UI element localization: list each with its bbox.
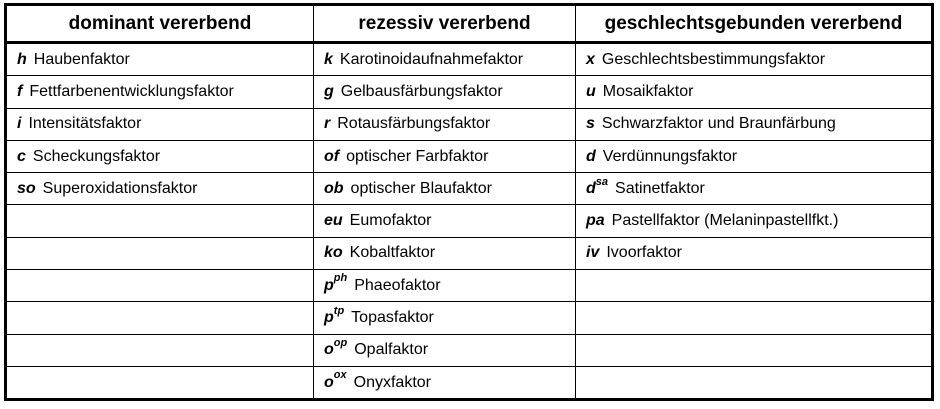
factor-label: optischer Farbfaktor bbox=[346, 147, 489, 165]
factor-symbol-base: so bbox=[17, 179, 36, 197]
factor-label: Schwarzfaktor und Braunfärbung bbox=[601, 115, 836, 133]
cell-sex-linked bbox=[576, 366, 933, 399]
factor-symbol-base: p bbox=[324, 276, 334, 294]
factor-symbol-base: ob bbox=[324, 179, 344, 197]
factor-label: Ivoorfaktor bbox=[606, 244, 682, 262]
factor-label: Gelbausfärbungsfaktor bbox=[340, 82, 503, 100]
factor-symbol bbox=[17, 115, 21, 132]
factor-symbol bbox=[586, 115, 595, 132]
factor-label: Intensitätsfaktor bbox=[28, 115, 142, 133]
factor-symbol bbox=[324, 148, 339, 165]
factor-symbol-base: s bbox=[586, 115, 595, 133]
factor-symbol-base: f bbox=[17, 82, 23, 100]
cell-dominant bbox=[6, 270, 314, 302]
cell-dominant bbox=[6, 302, 314, 334]
table-row bbox=[6, 334, 933, 366]
inheritance-factor-table bbox=[4, 3, 934, 401]
factor-symbol-base: iv bbox=[586, 244, 600, 262]
cell-recessive bbox=[314, 43, 576, 76]
cell-dominant bbox=[6, 334, 314, 366]
factor-symbol-base: h bbox=[17, 50, 27, 68]
factor-label: Eumofaktor bbox=[349, 212, 432, 230]
factor-symbol-base: r bbox=[324, 115, 331, 133]
factor-symbol bbox=[324, 369, 347, 391]
cell-dominant bbox=[6, 108, 314, 140]
table-row bbox=[6, 173, 933, 205]
factor-label: Superoxidationsfaktor bbox=[42, 179, 198, 197]
table-row bbox=[6, 76, 933, 108]
factor-symbol-superscript: ox bbox=[333, 369, 347, 382]
factor-symbol-base: eu bbox=[324, 212, 343, 230]
cell-dominant bbox=[6, 366, 314, 399]
cell-sex-linked bbox=[576, 270, 933, 302]
header-dominant: dominant vererbend bbox=[6, 5, 314, 43]
table-row bbox=[6, 237, 933, 269]
table-row bbox=[6, 43, 933, 76]
factor-label: Opalfaktor bbox=[354, 341, 429, 359]
factor-symbol bbox=[324, 336, 348, 359]
factor-symbol bbox=[324, 180, 344, 197]
factor-symbol-base: o bbox=[324, 341, 334, 359]
cell-recessive bbox=[314, 76, 576, 108]
cell-sex-linked bbox=[576, 205, 933, 237]
factor-label: Fettfarbenentwicklungsfaktor bbox=[29, 82, 234, 100]
factor-symbol bbox=[17, 148, 26, 165]
factor-symbol-superscript: sa bbox=[595, 175, 609, 188]
factor-symbol bbox=[324, 304, 345, 327]
factor-symbol bbox=[586, 244, 599, 261]
factor-symbol-superscript: tp bbox=[333, 304, 345, 317]
factor-symbol bbox=[586, 175, 609, 197]
cell-dominant bbox=[6, 140, 314, 172]
cell-recessive bbox=[314, 366, 576, 399]
factor-symbol bbox=[324, 244, 343, 261]
factor-symbol bbox=[324, 212, 343, 229]
factor-symbol-base: i bbox=[17, 115, 22, 133]
factor-symbol-base: k bbox=[324, 50, 333, 68]
cell-sex-linked bbox=[576, 237, 933, 269]
cell-recessive bbox=[314, 108, 576, 140]
factor-symbol-base: c bbox=[17, 147, 26, 165]
factor-symbol bbox=[324, 272, 348, 294]
cell-recessive bbox=[314, 205, 576, 237]
factor-label: Verdünnungsfaktor bbox=[602, 147, 738, 165]
table-row bbox=[6, 108, 933, 140]
header-row bbox=[6, 5, 933, 43]
factor-symbol bbox=[586, 148, 596, 165]
table-wrapper bbox=[4, 3, 934, 401]
table-row bbox=[6, 270, 933, 302]
factor-symbol bbox=[324, 51, 333, 68]
factor-symbol bbox=[17, 180, 36, 197]
cell-sex-linked bbox=[576, 334, 933, 366]
factor-label: Onyxfaktor bbox=[353, 373, 431, 391]
factor-label: Topasfaktor bbox=[351, 309, 434, 327]
cell-recessive bbox=[314, 140, 576, 172]
cell-sex-linked bbox=[576, 76, 933, 108]
cell-recessive bbox=[314, 334, 576, 366]
factor-symbol-base: p bbox=[324, 309, 334, 327]
factor-label: Karotinoidaufnahmefaktor bbox=[339, 50, 524, 68]
cell-sex-linked bbox=[576, 302, 933, 334]
header-sex-linked: geschlechtsgebunden vererbend bbox=[576, 5, 933, 43]
factor-symbol bbox=[17, 51, 27, 68]
factor-symbol-base: ko bbox=[324, 244, 343, 262]
cell-sex-linked bbox=[576, 173, 933, 205]
factor-symbol-base: d bbox=[586, 179, 596, 197]
cell-recessive bbox=[314, 173, 576, 205]
factor-label: Haubenfaktor bbox=[33, 50, 130, 68]
factor-symbol-superscript: ph bbox=[333, 272, 348, 285]
table-row bbox=[6, 366, 933, 399]
factor-label: Kobaltfaktor bbox=[349, 244, 436, 262]
factor-label: Mosaikfaktor bbox=[602, 82, 694, 100]
factor-label: Scheckungsfaktor bbox=[32, 147, 161, 165]
factor-symbol-superscript: op bbox=[333, 336, 348, 349]
cell-recessive bbox=[314, 237, 576, 269]
table-body bbox=[6, 43, 933, 400]
factor-symbol bbox=[324, 115, 330, 132]
cell-recessive bbox=[314, 270, 576, 302]
factor-label: Pastellfaktor (Melaninpastellfkt.) bbox=[611, 212, 839, 230]
factor-symbol-base: x bbox=[586, 50, 595, 68]
factor-label: Geschlechtsbestimmungsfaktor bbox=[601, 50, 826, 68]
table-row bbox=[6, 205, 933, 237]
factor-symbol-base: o bbox=[324, 373, 334, 391]
header-recessive: rezessiv vererbend bbox=[314, 5, 576, 43]
factor-label: Satinetfaktor bbox=[615, 179, 705, 197]
factor-symbol bbox=[586, 212, 605, 229]
cell-dominant bbox=[6, 43, 314, 76]
table-row bbox=[6, 302, 933, 334]
cell-sex-linked bbox=[576, 108, 933, 140]
cell-dominant bbox=[6, 237, 314, 269]
table-row bbox=[6, 140, 933, 172]
factor-symbol-base: d bbox=[586, 147, 596, 165]
factor-symbol bbox=[586, 83, 596, 100]
factor-symbol-base: pa bbox=[586, 212, 605, 230]
factor-label: Phaeofaktor bbox=[354, 276, 441, 294]
factor-symbol-base: u bbox=[586, 82, 596, 100]
cell-recessive bbox=[314, 302, 576, 334]
factor-symbol bbox=[324, 83, 334, 100]
cell-dominant bbox=[6, 173, 314, 205]
cell-dominant bbox=[6, 76, 314, 108]
factor-symbol-base: of bbox=[324, 147, 340, 165]
factor-label: Rotausfärbungsfaktor bbox=[337, 115, 491, 133]
factor-label: optischer Blaufaktor bbox=[350, 179, 492, 197]
factor-symbol bbox=[586, 51, 595, 68]
cell-sex-linked bbox=[576, 140, 933, 172]
factor-symbol-base: g bbox=[324, 82, 334, 100]
cell-sex-linked bbox=[576, 43, 933, 76]
factor-symbol bbox=[17, 83, 22, 100]
cell-dominant bbox=[6, 205, 314, 237]
